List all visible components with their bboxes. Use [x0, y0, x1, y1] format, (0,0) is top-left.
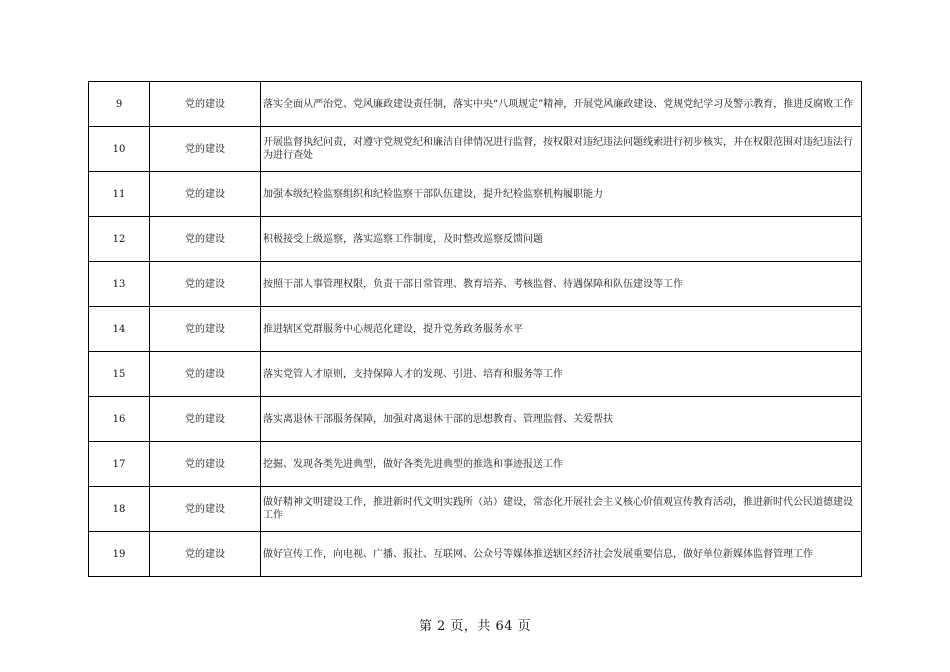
row-category: 党的建设	[150, 217, 261, 262]
row-number: 19	[89, 532, 150, 577]
row-number: 9	[89, 82, 150, 127]
table-row	[89, 487, 862, 532]
page-footer: 第 2 页，共 64 页	[418, 619, 532, 634]
row-description: 推进辖区党群服务中心规范化建设，提升党务政务服务水平	[261, 307, 862, 352]
row-number: 14	[89, 307, 150, 352]
row-category: 党的建设	[150, 532, 261, 577]
table-row	[89, 262, 862, 307]
row-description: 落实党管人才原则，支持保障人才的发现、引进、培育和服务等工作	[261, 352, 862, 397]
table-row	[89, 307, 862, 352]
row-number: 16	[89, 397, 150, 442]
row-number: 11	[89, 172, 150, 217]
duty-table	[88, 81, 862, 577]
table-row	[89, 127, 862, 172]
table-row	[89, 352, 862, 397]
row-category: 党的建设	[150, 442, 261, 487]
row-description: 加强本级纪检监察组织和纪检监察干部队伍建设，提升纪检监察机构履职能力	[261, 172, 862, 217]
row-category: 党的建设	[150, 127, 261, 172]
row-number: 10	[89, 127, 150, 172]
table-row	[89, 442, 862, 487]
row-description: 做好精神文明建设工作，推进新时代文明实践所（站）建设，常态化开展社会主义核心价值观宣传教育活动，推进新时代公民道德建设工作	[261, 487, 862, 532]
row-number: 18	[89, 487, 150, 532]
table-row	[89, 172, 862, 217]
row-number: 12	[89, 217, 150, 262]
table-row	[89, 532, 862, 577]
row-category: 党的建设	[150, 262, 261, 307]
row-description: 落实离退休干部服务保障，加强对离退休干部的思想教育、管理监督、关爱帮扶	[261, 397, 862, 442]
row-category: 党的建设	[150, 487, 261, 532]
row-description: 做好宣传工作，向电视、广播、报社、互联网、公众号等媒体推送辖区经济社会发展重要信息，做好单位新媒体监督管理工作	[261, 532, 862, 577]
table-row	[89, 217, 862, 262]
row-description: 按照干部人事管理权限，负责干部日常管理、教育培养、考核监督、待遇保障和队伍建设等工作	[261, 262, 862, 307]
row-number: 17	[89, 442, 150, 487]
row-description: 挖掘、发现各类先进典型，做好各类先进典型的推选和事迹报送工作	[261, 442, 862, 487]
row-category: 党的建设	[150, 307, 261, 352]
row-number: 13	[89, 262, 150, 307]
row-description: 积极接受上级巡察，落实巡察工作制度，及时整改巡察反馈问题	[261, 217, 862, 262]
row-description: 开展监督执纪问责，对遵守党规党纪和廉洁自律情况进行监督，按权限对违纪违法问题线索进行初步核实，并在权限范围对违纪违法行为进行查处	[261, 127, 862, 172]
row-description: 落实全面从严治党、党风廉政建设责任制，落实中央“八项规定”精神，开展党风廉政建设、党规党纪学习及警示教育，推进反腐败工作	[261, 82, 862, 127]
row-category: 党的建设	[150, 397, 261, 442]
row-category: 党的建设	[150, 82, 261, 127]
row-category: 党的建设	[150, 172, 261, 217]
row-number: 15	[89, 352, 150, 397]
table-row	[89, 397, 862, 442]
table-row	[89, 82, 862, 127]
row-category: 党的建设	[150, 352, 261, 397]
